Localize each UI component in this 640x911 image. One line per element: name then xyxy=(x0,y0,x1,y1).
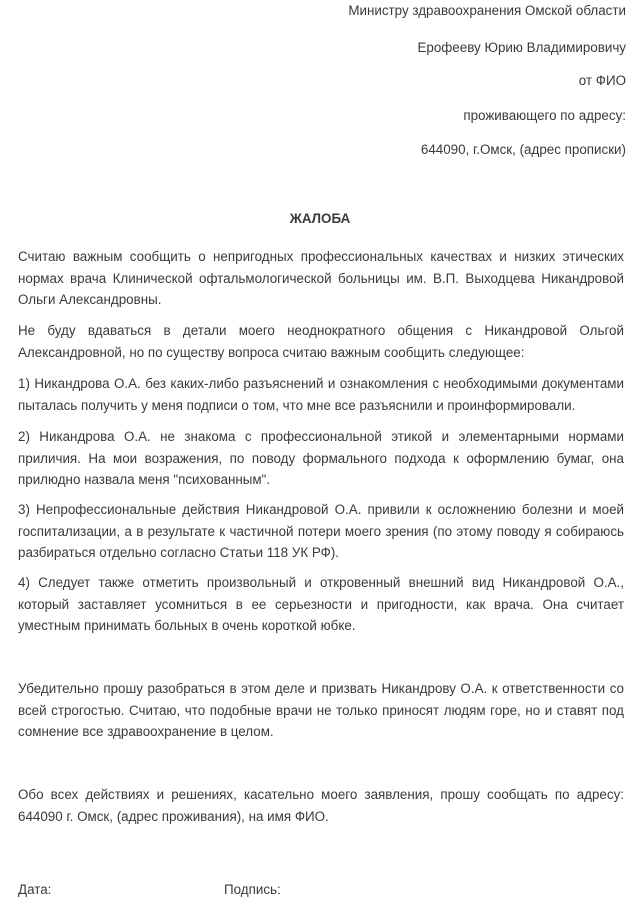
paragraph-context: Не буду вдаваться в детали моего неоднократного общения с Никандровой Ольгой Александровной, но по существу вопроса считаю важным сообщить следующее: xyxy=(18,323,624,360)
sender-name: от ФИО xyxy=(578,73,626,88)
sender-address-label: проживающего по адресу: xyxy=(463,108,626,123)
sender-address: 644090, г.Омск, (адрес прописки) xyxy=(420,142,626,157)
date-label: Дата: xyxy=(18,882,52,897)
paragraph-point-3: 3) Непрофессиональные действия Никандровой О.А. привили к осложнению болезни и моей госпитализации, а в результате к частичной потери моего зрения (по этому поводу я собираюсь разбираться отдельно согласно Статьи 118 УК РФ). xyxy=(18,502,624,560)
signature-label: Подпись: xyxy=(224,882,281,897)
paragraph-point-4: 4) Следует также отметить произвольный и откровенный внешний вид Никандровой О.А., который заставляет усомниться в ее серьезности и пригодности, как врача. Она считает уместным принимать больных в очень короткой юбке. xyxy=(18,575,624,633)
paragraph-intro: Считаю важным сообщить о непригодных профессиональных качествах и низких этических нормах врача Клинической офтальмологической больницы им. В.П. Выходцева Никандровой Ольги Александровны. xyxy=(18,249,624,307)
paragraph-request: Убедительно прошу разобраться в этом деле и призвать Никандрову О.А. к ответственности со всей строгостью. Считаю, что подобные врачи не только приносят людям горе, но и ставят под сомнение все здравоохранение в целом. xyxy=(18,681,624,739)
paragraph-point-2: 2) Никандрова О.А. не знакома с профессиональной этикой и элементарными нормами приличия. На мои возражения, по поводу формального подхода к оформлению бумаг, она прилюдно назвала меня "психованным". xyxy=(18,429,624,487)
paragraph-contact: Обо всех действиях и решениях, касательно моего заявления, прошу сообщать по адресу: 644090 г. Омск, (адрес проживания), на имя ФИО. xyxy=(18,787,624,824)
paragraph-point-1: 1) Никандрова О.А. без каких-либо разъяснений и ознакомления с необходимыми документами пыталась получить у меня подписи о том, что мне все разъяснили и проинформировали. xyxy=(18,376,624,413)
document-title: ЖАЛОБА xyxy=(289,211,351,226)
recipient-name: Ерофееву Юрию Владимировичу xyxy=(417,40,626,55)
recipient-title: Министру здравоохранения Омской области xyxy=(348,3,626,18)
